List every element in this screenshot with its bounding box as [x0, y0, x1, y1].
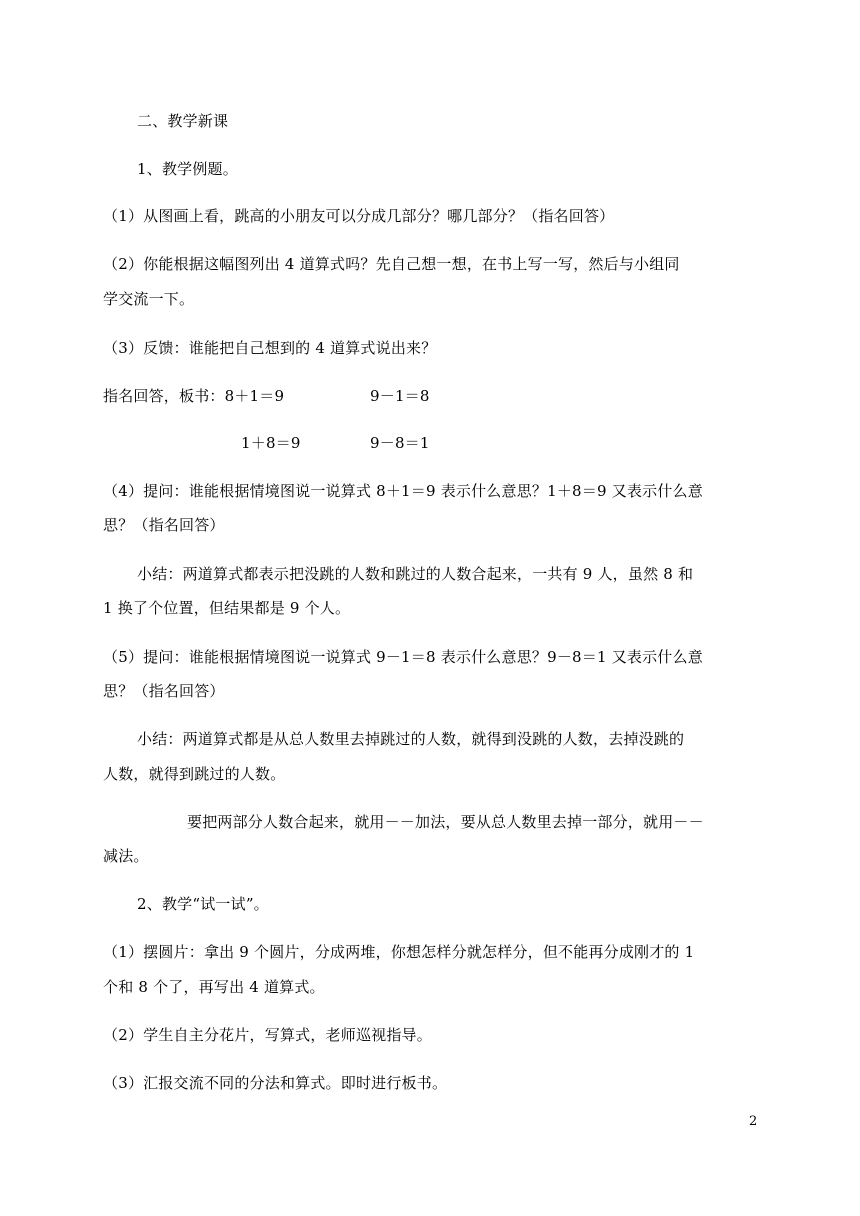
text-line: （2）你能根据这幅图列出 4 道算式吗？先自己想一想，在书上写一写，然后与小组同: [103, 255, 680, 273]
summary-line: 小结：两道算式都是从总人数里去掉跳过的人数，就得到没跳的人数，去掉没跳的: [137, 730, 685, 748]
equation: 1＋8＝9: [241, 434, 301, 452]
text-line: （1）摆圆片：拿出 9 个圆片，分成两堆，你想怎样分就怎样分，但不能再分成刚才的 1: [103, 943, 695, 961]
text-line: 思？（指名回答）: [103, 516, 225, 534]
summary-line: 小结：两道算式都表示把没跳的人数和跳过的人数合起来，一共有 9 人，虽然 8 和: [137, 565, 694, 583]
page-number: 2: [749, 1114, 758, 1129]
text-line: （3）汇报交流不同的分法和算式。即时进行板书。: [103, 1074, 448, 1092]
text-line: 学交流一下。: [103, 290, 195, 308]
text-line: （2）学生自主分花片，写算式，老师巡视指导。: [103, 1026, 432, 1044]
text-line: 思？（指名回答）: [103, 682, 225, 700]
equation: 9－8＝1: [370, 434, 430, 452]
text-line: （4）提问：谁能根据情境图说一说算式 8＋1＝9 表示什么意思？1＋8＝9 又表示什么意: [103, 482, 703, 500]
subsection-heading: 2、教学“试一试”。: [137, 895, 269, 913]
text-line: （1）从图画上看，跳高的小朋友可以分成几部分？哪几部分？（指名回答）: [103, 207, 615, 225]
text-line: （5）提问：谁能根据情境图说一说算式 9－1＝8 表示什么意思？9－8＝1 又表示什么意: [103, 648, 703, 666]
equation: 9－1＝8: [370, 387, 430, 405]
text-line: 1 换了个位置，但结果都是 9 个人。: [103, 599, 351, 617]
subsection-heading: 1、教学例题。: [137, 160, 238, 178]
text-line: 减法。: [103, 847, 149, 865]
text-line: 个和 8 个了，再写出 4 道算式。: [103, 978, 325, 996]
text-line: （3）反馈：谁能把自己想到的 4 道算式说出来？: [103, 339, 437, 357]
section-heading: 二、教学新课: [137, 112, 229, 130]
text-line: 要把两部分人数合起来，就用－－加法，要从总人数里去掉一部分，就用－－: [187, 813, 704, 831]
text-line: 指名回答，板书：8＋1＝9: [103, 387, 285, 405]
text-line: 人数，就得到跳过的人数。: [103, 765, 286, 783]
